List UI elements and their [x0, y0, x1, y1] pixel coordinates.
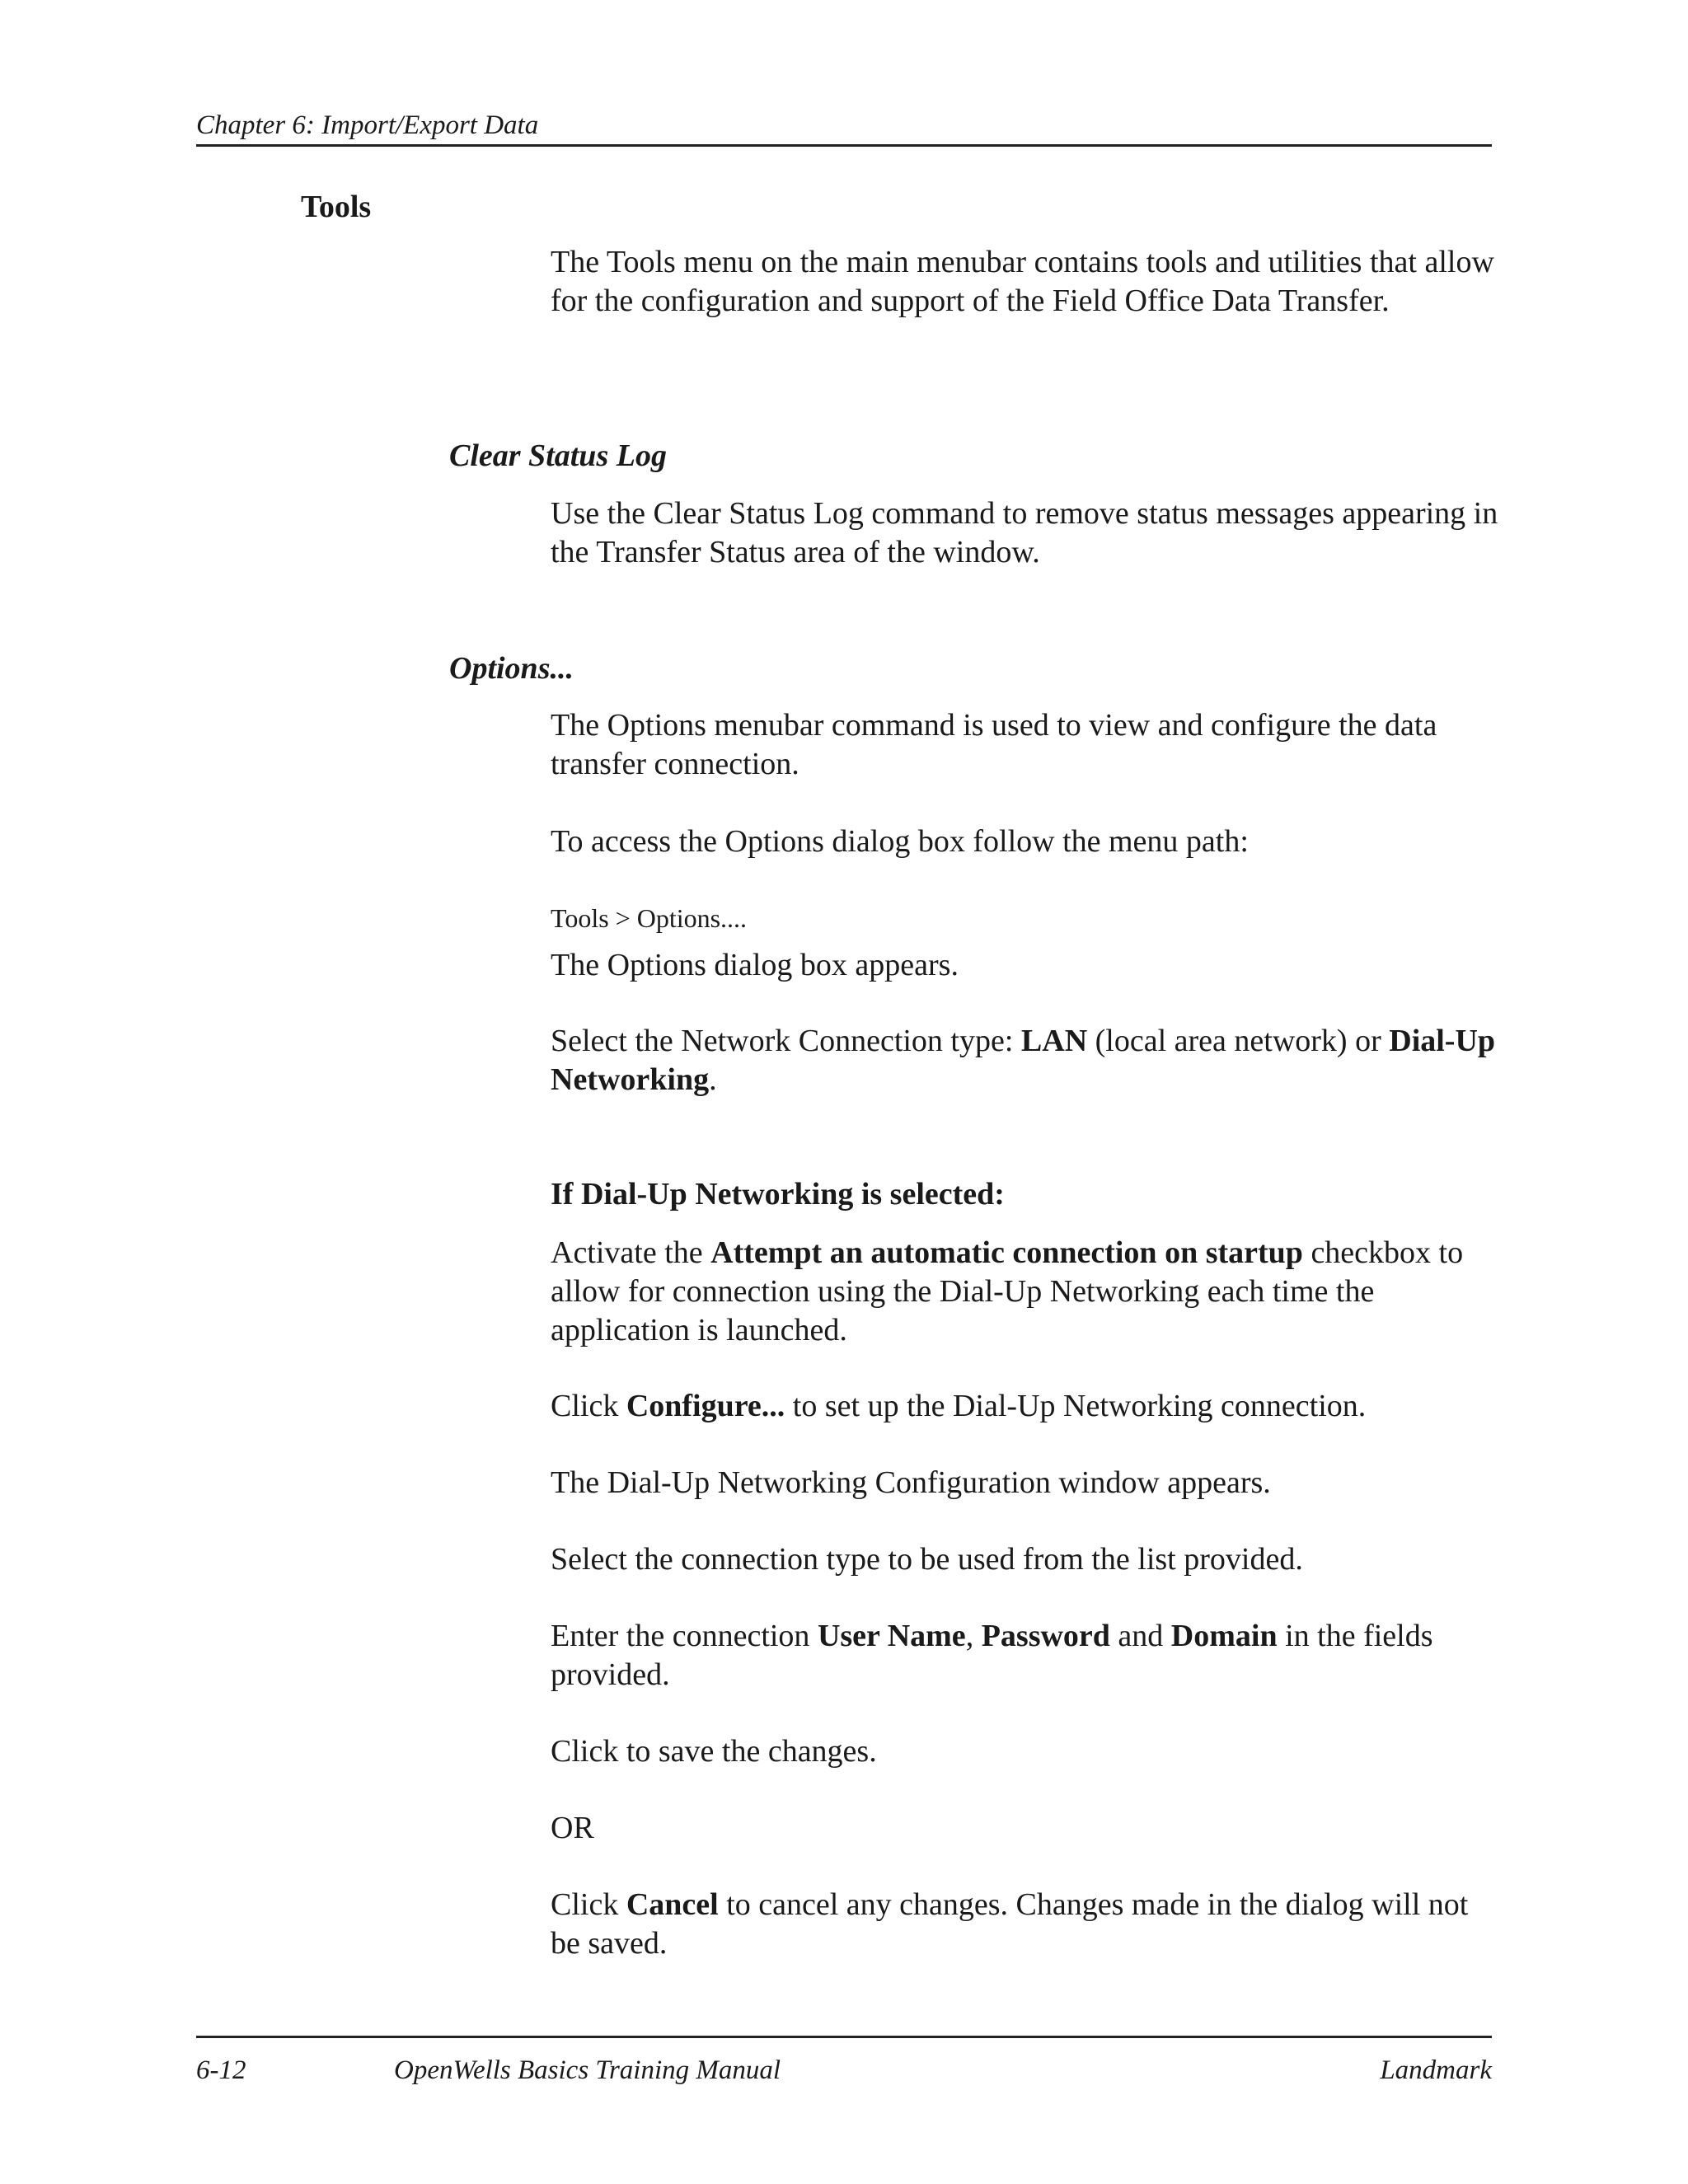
config-window-paragraph: The Dial-Up Networking Configuration window appears.	[551, 1465, 1271, 1500]
footer-brand: Landmark	[1380, 2055, 1492, 2085]
clear-status-log-paragraph: Use the Clear Status Log command to remove status messages appearing in the Transfer Status area of the window.	[551, 496, 1498, 569]
options-heading: Options...	[449, 651, 574, 686]
enter-text: in the fields provided.	[551, 1619, 1433, 1692]
chapter-title: Chapter 6: Import/Export Data	[196, 110, 539, 140]
cancel-text: to cancel any changes. Changes made in the dialog will not be saved.	[551, 1887, 1469, 1961]
enter-text: ,	[965, 1619, 982, 1653]
network-type-paragraph	[551, 1022, 1498, 1099]
enter-text: Enter the connection	[551, 1619, 818, 1653]
or-text: OR	[551, 1811, 594, 1845]
cancel-button-label: Cancel	[626, 1887, 719, 1922]
clear-status-log-heading: Clear Status Log	[449, 438, 667, 473]
lan-option-label: LAN	[1020, 1024, 1088, 1058]
network-type-text: Select the Network Connection type:	[551, 1024, 1021, 1058]
activate-text: Activate the	[551, 1235, 711, 1270]
select-connection-type-paragraph: Select the connection type to be used from the list provided.	[551, 1542, 1303, 1577]
configure-button-label: Configure...	[626, 1389, 785, 1423]
cancel-text: Click	[551, 1887, 626, 1922]
network-type-text: (local area network) or	[1087, 1024, 1390, 1058]
enter-text: and	[1109, 1619, 1171, 1653]
menu-path-text: Tools > Options....	[551, 903, 748, 933]
network-type-text: .	[709, 1062, 717, 1097]
configure-paragraph	[551, 1387, 1498, 1426]
options-access-paragraph: To access the Options dialog box follow the menu path:	[551, 824, 1249, 859]
footer-manual-title: OpenWells Basics Training Manual	[394, 2055, 781, 2085]
options-dialog-appears-paragraph: The Options dialog box appears.	[551, 948, 959, 982]
automatic-connection-checkbox-label: Attempt an automatic connection on startup	[710, 1235, 1303, 1270]
domain-field-label: Domain	[1170, 1619, 1278, 1653]
dial-up-selected-heading: If Dial-Up Networking is selected:	[551, 1177, 1005, 1212]
save-paragraph: Click to save the changes.	[551, 1734, 877, 1769]
activate-checkbox-paragraph	[551, 1234, 1498, 1350]
footer-page-number: 6-12	[196, 2055, 246, 2085]
enter-credentials-paragraph	[551, 1617, 1498, 1694]
tools-heading: Tools	[301, 190, 372, 224]
configure-text: Click	[551, 1389, 626, 1423]
password-field-label: Password	[981, 1619, 1110, 1653]
user-name-field-label: User Name	[817, 1619, 966, 1653]
configure-text: to set up the Dial-Up Networking connection.	[785, 1389, 1367, 1423]
footer-divider	[196, 2036, 1492, 2038]
tools-intro-paragraph: The Tools menu on the main menubar contains tools and utilities that allow for the configuration and support of the Field Office Data Transfer.	[551, 245, 1494, 318]
activate-text: checkbox to allow for connection using the Dial-Up Networking each time the application is launched.	[551, 1235, 1464, 1347]
dial-up-option-label: Dial-Up Networking	[551, 1024, 1496, 1097]
page-header	[196, 105, 1492, 147]
cancel-paragraph	[551, 1886, 1498, 1963]
options-description-paragraph: The Options menubar command is used to view and configure the data transfer connection.	[551, 708, 1437, 781]
